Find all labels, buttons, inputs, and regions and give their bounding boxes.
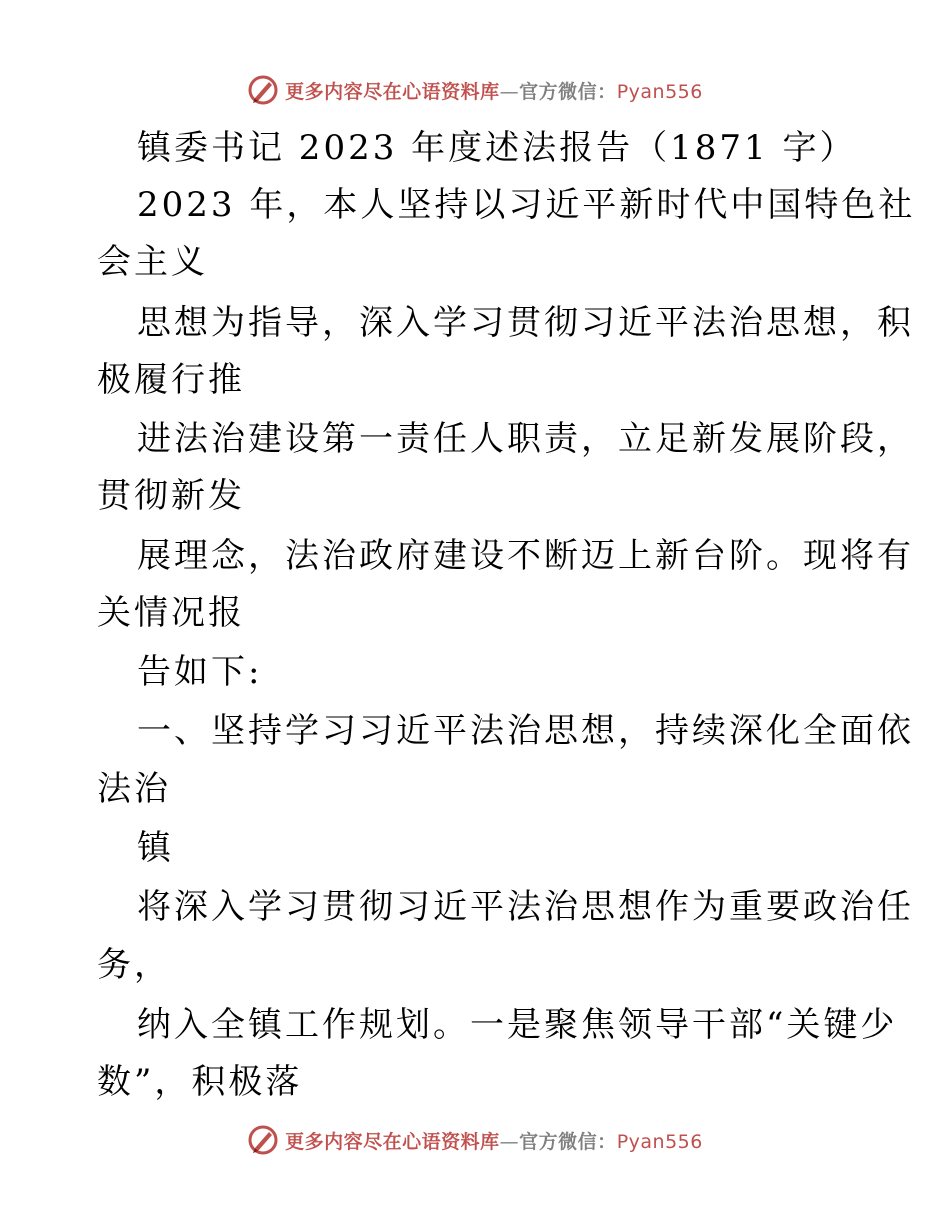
paragraph-line: 思想为指导，深入学习贯彻习近平法治思想，积 (137, 303, 914, 343)
paragraph-line: 进法治建设第一责任人职责，立足新发展阶段， (137, 419, 914, 459)
watermark-main: 更多内容尽在心语资料库 (285, 1130, 500, 1153)
footer-watermark (0, 1120, 950, 1160)
paragraph-line: 告如下: (137, 652, 263, 692)
document-title: 镇委书记 2023 年度述法报告（1871 字） (137, 128, 857, 168)
section-heading-line: 镇 (137, 828, 174, 868)
paragraph-line: 极履行推 (97, 360, 245, 400)
paragraph-line: 数”，积极落 (97, 1062, 303, 1102)
paragraph-line: 务， (97, 945, 171, 985)
paragraph-line: 将深入学习贯彻习近平法治思想作为重要政治任 (137, 887, 914, 927)
pen-logo-icon (247, 1124, 279, 1156)
paragraph-line: 2023 年，本人坚持以习近平新时代中国特色社 (137, 185, 916, 225)
pen-logo-icon (247, 74, 279, 106)
section-heading-line: 法治 (97, 769, 171, 809)
paragraph-line: 会主义 (97, 242, 208, 282)
watermark-text (285, 77, 703, 104)
watermark-id: Pyan556 (616, 80, 703, 103)
paragraph-line: 展理念，法治政府建设不断迈上新台阶。现将有 (137, 536, 914, 576)
watermark-dash: — (499, 80, 520, 103)
paragraph-line: 贯彻新发 (97, 476, 245, 516)
watermark-id: Pyan556 (616, 1130, 703, 1153)
paragraph-line: 纳入全镇工作规划。一是聚焦领导干部“关键少 (137, 1005, 898, 1045)
watermark-label: 官方微信： (519, 1130, 617, 1153)
paragraph-line: 关情况报 (97, 593, 245, 633)
watermark-text (285, 1127, 703, 1154)
watermark-dash: — (499, 1130, 520, 1153)
section-heading-line: 一、坚持学习习近平法治思想，持续深化全面依 (137, 711, 914, 751)
header-watermark (0, 70, 950, 110)
watermark-label: 官方微信： (519, 80, 617, 103)
watermark-main: 更多内容尽在心语资料库 (285, 80, 500, 103)
